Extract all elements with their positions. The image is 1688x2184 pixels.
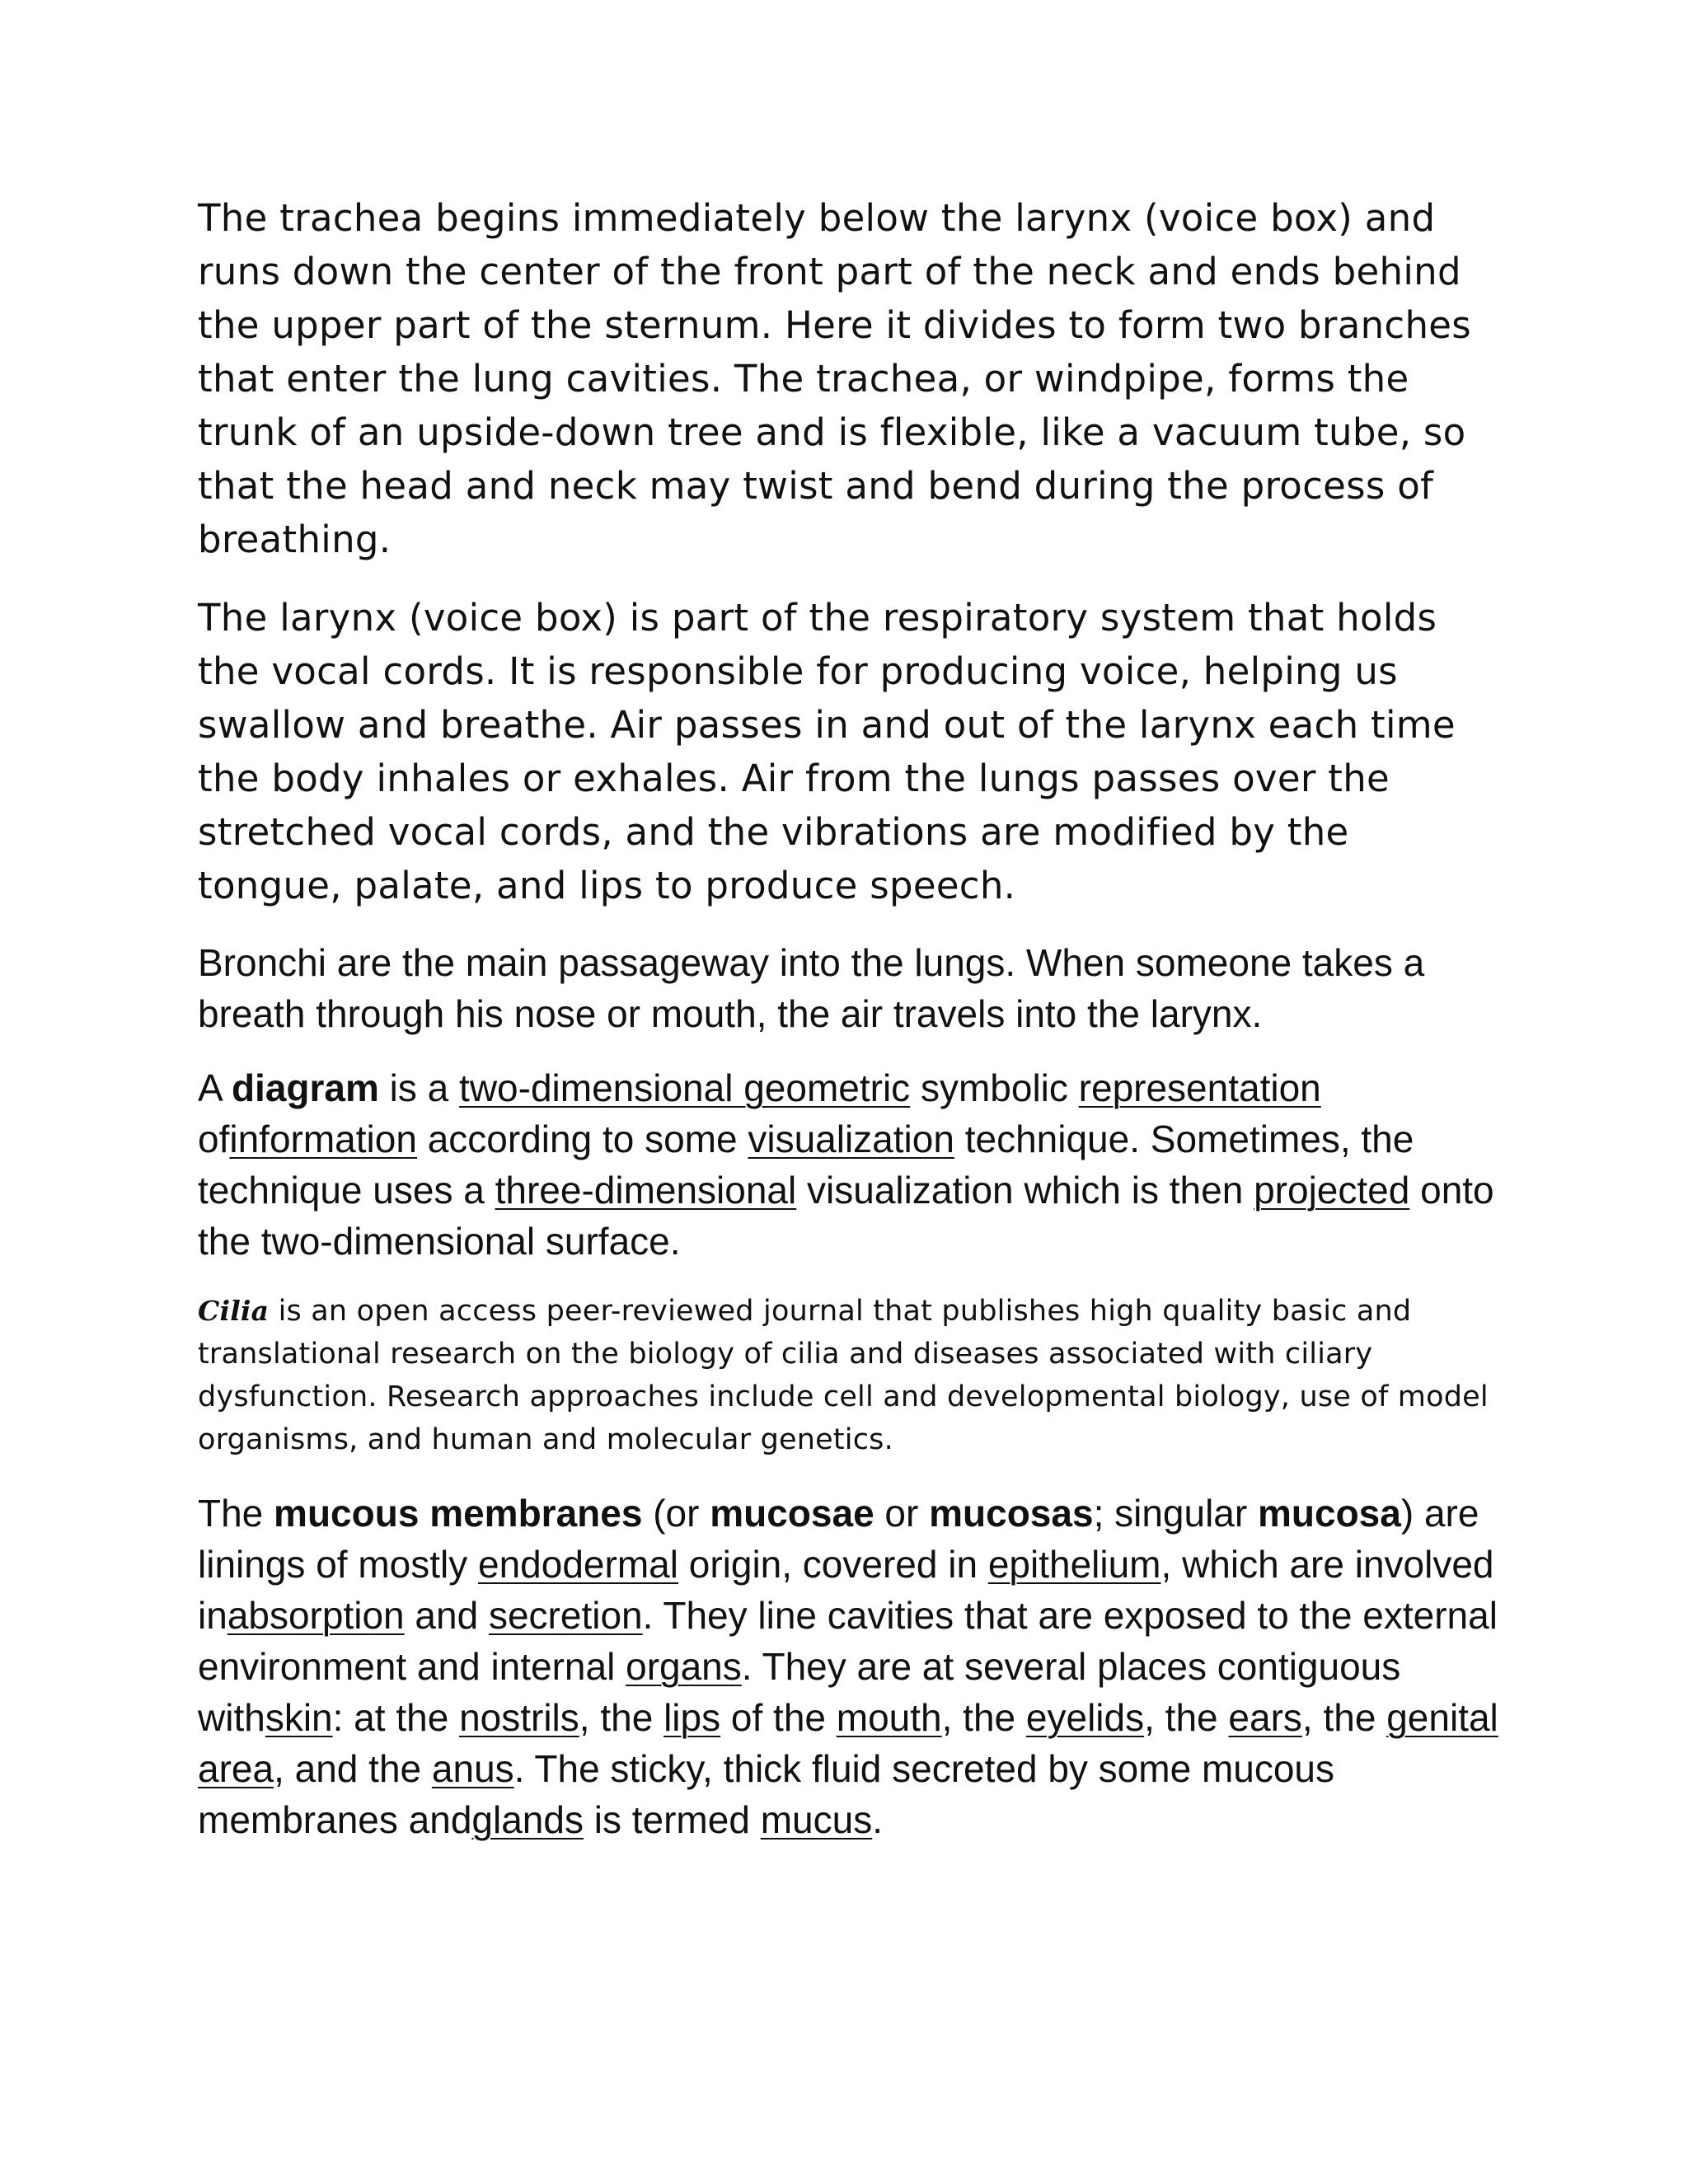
- link-two-dimensional-geometric[interactable]: two-dimensional geometric: [459, 1066, 911, 1109]
- link-absorption[interactable]: absorption: [227, 1594, 405, 1637]
- link-organs[interactable]: organs: [626, 1645, 742, 1688]
- bold-term-mucous-membranes: mucous membranes: [274, 1492, 643, 1535]
- text-run: The: [198, 1492, 274, 1535]
- bold-term-mucosae: mucosae: [710, 1492, 874, 1535]
- bold-term-mucosas: mucosas: [929, 1492, 1094, 1535]
- text-run: origin, covered in: [678, 1543, 988, 1586]
- text-run: . The sticky, thick fluid secreted by some mucous membranes and: [198, 1747, 1335, 1841]
- text-run: (or: [642, 1492, 710, 1535]
- text-run: A: [198, 1066, 232, 1109]
- text-run: , which are involved in: [198, 1543, 1494, 1637]
- link-endodermal[interactable]: endodermal: [478, 1543, 678, 1586]
- mucous-membranes-paragraph: [198, 1488, 1500, 1845]
- text-run: , the: [579, 1696, 664, 1739]
- link-genital-area[interactable]: genital area: [198, 1696, 1498, 1790]
- link-eyelids[interactable]: eyelids: [1025, 1696, 1145, 1739]
- text-run: is a: [378, 1066, 460, 1109]
- text-run: .: [872, 1798, 883, 1841]
- text-run: symbolic: [910, 1066, 1079, 1109]
- bold-term-mucosa: mucosa: [1258, 1492, 1401, 1535]
- link-mucus[interactable]: mucus: [760, 1798, 873, 1841]
- bold-term-diagram: diagram: [231, 1066, 379, 1109]
- larynx-paragraph: The larynx (voice box) is part of the respiratory system that holds the vocal cords. It is responsible for producing voice, helping us swallow and breathe. Air passes in and out of the larynx each time the body inhales or exhales. Air from the lungs passes over the stretched vocal cords, and the vibrations are modified by the tongue, palate, and lips to produce speech.: [198, 596, 1456, 907]
- text-run: of the: [720, 1696, 837, 1739]
- text-run: ) are linings of mostly: [198, 1492, 1479, 1586]
- text-run: : at the: [332, 1696, 460, 1739]
- cilia-paragraph: [198, 1290, 1500, 1461]
- text-run: according to some: [416, 1118, 748, 1160]
- link-visualization[interactable]: visualization: [748, 1118, 954, 1160]
- text-run: or: [874, 1492, 930, 1535]
- bronchi-paragraph: Bronchi are the main passageway into the lungs. When someone takes a breath through his nose or mouth, the air travels into the larynx.: [198, 941, 1425, 1035]
- text-run: is an open access peer-reviewed journal that publishes high quality basic and translational research on the biology of cilia and diseases associated with ciliary dysfunction. Research approaches include cell and developmental biology, use of model organisms, and human and molecular genetics.: [198, 1295, 1489, 1456]
- text-run: . They are at several places contiguous with: [198, 1645, 1401, 1739]
- link-lips[interactable]: lips: [663, 1696, 721, 1739]
- text-run: . They line cavities that are exposed to the external environment and internal: [198, 1594, 1498, 1688]
- text-run: technique. Sometimes, the technique uses a: [198, 1118, 1414, 1212]
- link-information[interactable]: information: [229, 1118, 417, 1160]
- link-ears[interactable]: ears: [1228, 1696, 1302, 1739]
- link-anus[interactable]: anus: [431, 1747, 514, 1790]
- text-run: , the: [1144, 1696, 1229, 1739]
- text-run: onto the two-dimensional surface.: [198, 1169, 1494, 1263]
- trachea-paragraph: The trachea begins immediately below the larynx (voice box) and runs down the center of the front part of the neck and ends behind the upper part of the sternum. Here it divides to form two branches that enter the lung cavities. The trachea, or windpipe, forms the trunk of an upside-down tree and is flexible, like a vacuum tube, so that the head and neck may twist and bend during the process of breathing.: [198, 196, 1472, 561]
- link-three-dimensional[interactable]: three-dimensional: [495, 1169, 797, 1212]
- text-run: , and the: [274, 1747, 432, 1790]
- link-mouth[interactable]: mouth: [836, 1696, 942, 1739]
- link-nostrils[interactable]: nostrils: [459, 1696, 579, 1739]
- diagram-paragraph: [198, 1062, 1500, 1267]
- text-run: , the: [1301, 1696, 1387, 1739]
- text-run: of: [198, 1118, 230, 1160]
- text-run: is termed: [583, 1798, 761, 1841]
- journal-name-cilia: Cilia: [198, 1295, 270, 1327]
- link-skin[interactable]: skin: [265, 1696, 333, 1739]
- document-page: [198, 191, 1500, 1868]
- link-epithelium[interactable]: epithelium: [987, 1543, 1161, 1586]
- link-secretion[interactable]: secretion: [488, 1594, 643, 1637]
- text-run: ; singular: [1093, 1492, 1258, 1535]
- link-representation[interactable]: representation: [1078, 1066, 1321, 1109]
- text-run: and: [404, 1594, 489, 1637]
- text-run: visualization which is then: [796, 1169, 1254, 1212]
- link-projected[interactable]: projected: [1254, 1169, 1410, 1212]
- link-glands[interactable]: glands: [471, 1798, 584, 1841]
- text-run: , the: [941, 1696, 1026, 1739]
